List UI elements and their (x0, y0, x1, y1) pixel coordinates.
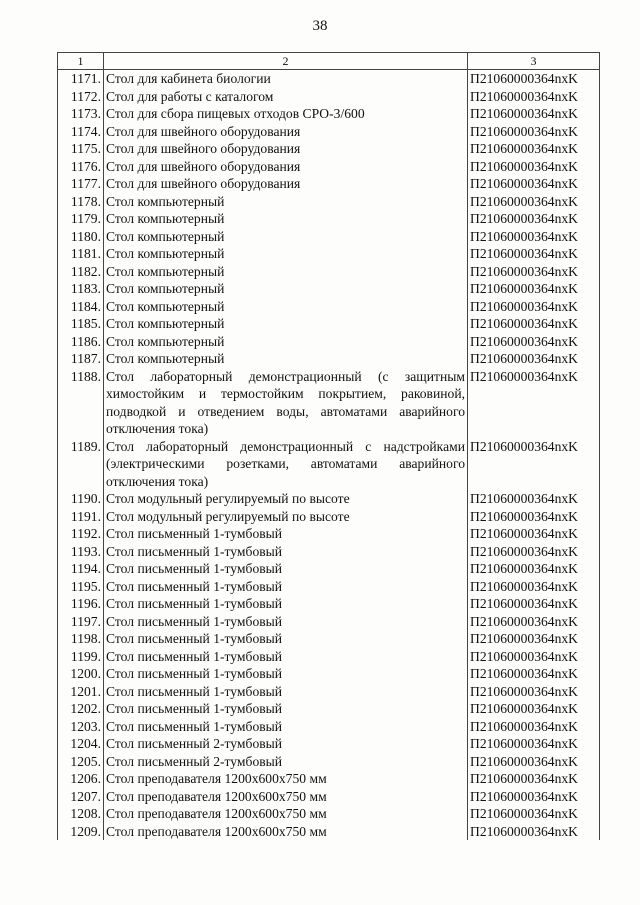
row-number: 1186. (58, 333, 104, 351)
row-number: 1209. (58, 823, 104, 841)
row-name: Стол компьютерный (104, 263, 468, 281)
row-name: Стол письменный 1-тумбовый (104, 630, 468, 648)
row-name: Стол письменный 1-тумбовый (104, 578, 468, 596)
row-code: П21060000364nxK (468, 210, 600, 228)
row-code: П21060000364nxK (468, 525, 600, 543)
row-number: 1203. (58, 718, 104, 736)
row-name: Стол письменный 1-тумбовый (104, 560, 468, 578)
row-name: Стол для швейного оборудования (104, 140, 468, 158)
table-row (58, 718, 600, 736)
table-row (58, 805, 600, 823)
row-code: П21060000364nxK (468, 105, 600, 123)
row-code: П21060000364nxK (468, 368, 600, 438)
header-row (58, 53, 600, 70)
row-code: П21060000364nxK (468, 735, 600, 753)
row-name: Стол для швейного оборудования (104, 175, 468, 193)
row-name: Стол компьютерный (104, 193, 468, 211)
row-code: П21060000364nxK (468, 245, 600, 263)
table-row (58, 543, 600, 561)
row-code: П21060000364nxK (468, 175, 600, 193)
table-row (58, 595, 600, 613)
table-row (58, 665, 600, 683)
row-number: 1194. (58, 560, 104, 578)
table-row (58, 578, 600, 596)
table-row (58, 823, 600, 841)
row-number: 1190. (58, 490, 104, 508)
row-number: 1197. (58, 613, 104, 631)
row-code: П21060000364nxK (468, 508, 600, 526)
row-code: П21060000364nxK (468, 805, 600, 823)
row-number: 1187. (58, 350, 104, 368)
table-row (58, 700, 600, 718)
row-number: 1198. (58, 630, 104, 648)
row-name: Стол лабораторный демонстрационный (с защитным химостойким и термостойким покрытием, раковиной, подводкой и отведением воды, автоматами аварийного отключения тока) (104, 368, 468, 438)
row-code: П21060000364nxK (468, 613, 600, 631)
table-row (58, 683, 600, 701)
table-row (58, 438, 600, 491)
row-name: Стол письменный 1-тумбовый (104, 613, 468, 631)
table-row (58, 228, 600, 246)
row-name: Стол письменный 1-тумбовый (104, 648, 468, 666)
table-row (58, 613, 600, 631)
table-row (58, 88, 600, 106)
column-header-number: 1 (58, 53, 104, 70)
row-number: 1189. (58, 438, 104, 491)
row-number: 1182. (58, 263, 104, 281)
row-number: 1173. (58, 105, 104, 123)
row-code: П21060000364nxK (468, 350, 600, 368)
row-number: 1180. (58, 228, 104, 246)
row-code: П21060000364nxK (468, 123, 600, 141)
row-name: Стол компьютерный (104, 298, 468, 316)
row-name: Стол преподавателя 1200x600x750 мм (104, 805, 468, 823)
table-row (58, 508, 600, 526)
row-name: Стол для работы с каталогом (104, 88, 468, 106)
row-code: П21060000364nxK (468, 788, 600, 806)
table-row (58, 490, 600, 508)
row-name: Стол преподавателя 1200x600x750 мм (104, 788, 468, 806)
row-name: Стол для кабинета биологии (104, 70, 468, 88)
table-row (58, 368, 600, 438)
row-name: Стол письменный 1-тумбовый (104, 700, 468, 718)
row-name: Стол для швейного оборудования (104, 123, 468, 141)
table-row (58, 770, 600, 788)
row-name: Стол письменный 1-тумбовый (104, 665, 468, 683)
page-number: 38 (312, 18, 328, 34)
row-code: П21060000364nxK (468, 333, 600, 351)
table-row (58, 140, 600, 158)
table-row (58, 560, 600, 578)
row-code: П21060000364nxK (468, 683, 600, 701)
row-number: 1204. (58, 735, 104, 753)
row-number: 1183. (58, 280, 104, 298)
row-number: 1199. (58, 648, 104, 666)
row-number: 1171. (58, 70, 104, 88)
row-code: П21060000364nxK (468, 823, 600, 841)
table-row (58, 245, 600, 263)
row-number: 1188. (58, 368, 104, 438)
row-number: 1201. (58, 683, 104, 701)
row-code: П21060000364nxK (468, 595, 600, 613)
row-name: Стол компьютерный (104, 280, 468, 298)
row-name: Стол лабораторный демонстрационный с надстройками (электрическими розетками, автоматами аварийного отключения тока) (104, 438, 468, 491)
row-code: П21060000364nxK (468, 228, 600, 246)
row-number: 1176. (58, 158, 104, 176)
table-row (58, 788, 600, 806)
table-row (58, 735, 600, 753)
table-row (58, 105, 600, 123)
row-number: 1184. (58, 298, 104, 316)
row-number: 1202. (58, 700, 104, 718)
row-code: П21060000364nxK (468, 263, 600, 281)
row-code: П21060000364nxK (468, 158, 600, 176)
row-code: П21060000364nxK (468, 770, 600, 788)
row-code: П21060000364nxK (468, 753, 600, 771)
row-name: Стол компьютерный (104, 315, 468, 333)
row-code: П21060000364nxK (468, 438, 600, 491)
row-number: 1205. (58, 753, 104, 771)
row-number: 1196. (58, 595, 104, 613)
table-row (58, 525, 600, 543)
row-name: Стол преподавателя 1200x600x750 мм (104, 823, 468, 841)
row-number: 1177. (58, 175, 104, 193)
row-name: Стол письменный 1-тумбовый (104, 525, 468, 543)
table-row (58, 280, 600, 298)
row-name: Стол компьютерный (104, 245, 468, 263)
row-number: 1206. (58, 770, 104, 788)
row-code: П21060000364nxK (468, 315, 600, 333)
row-name: Стол для швейного оборудования (104, 158, 468, 176)
row-name: Стол модульный регулируемый по высоте (104, 490, 468, 508)
row-code: П21060000364nxK (468, 665, 600, 683)
row-number: 1191. (58, 508, 104, 526)
row-number: 1193. (58, 543, 104, 561)
table-body (58, 70, 600, 841)
row-code: П21060000364nxK (468, 280, 600, 298)
row-name: Стол компьютерный (104, 333, 468, 351)
row-name: Стол письменный 2-тумбовый (104, 735, 468, 753)
row-number: 1181. (58, 245, 104, 263)
table-row (58, 175, 600, 193)
registry-table (57, 52, 600, 840)
table-row (58, 263, 600, 281)
row-number: 1208. (58, 805, 104, 823)
row-code: П21060000364nxK (468, 718, 600, 736)
row-name: Стол письменный 2-тумбовый (104, 753, 468, 771)
table-row (58, 70, 600, 88)
table-row (58, 210, 600, 228)
row-name: Стол письменный 1-тумбовый (104, 718, 468, 736)
row-name: Стол письменный 1-тумбовый (104, 543, 468, 561)
row-name: Стол компьютерный (104, 228, 468, 246)
table-row (58, 648, 600, 666)
row-name: Стол компьютерный (104, 350, 468, 368)
row-code: П21060000364nxK (468, 560, 600, 578)
row-name: Стол письменный 1-тумбовый (104, 595, 468, 613)
row-number: 1172. (58, 88, 104, 106)
row-number: 1192. (58, 525, 104, 543)
row-code: П21060000364nxK (468, 490, 600, 508)
column-header-code: 3 (468, 53, 600, 70)
row-name: Стол для сбора пищевых отходов СРО-3/600 (104, 105, 468, 123)
row-name: Стол компьютерный (104, 210, 468, 228)
table-row (58, 630, 600, 648)
row-code: П21060000364nxK (468, 140, 600, 158)
row-number: 1195. (58, 578, 104, 596)
row-code: П21060000364nxK (468, 630, 600, 648)
row-name: Стол преподавателя 1200x600x750 мм (104, 770, 468, 788)
row-code: П21060000364nxK (468, 578, 600, 596)
row-number: 1179. (58, 210, 104, 228)
row-code: П21060000364nxK (468, 700, 600, 718)
row-code: П21060000364nxK (468, 70, 600, 88)
row-code: П21060000364nxK (468, 648, 600, 666)
row-code: П21060000364nxK (468, 298, 600, 316)
row-number: 1175. (58, 140, 104, 158)
table-row (58, 350, 600, 368)
table-row (58, 753, 600, 771)
row-code: П21060000364nxK (468, 193, 600, 211)
row-code: П21060000364nxK (468, 543, 600, 561)
column-header-name: 2 (104, 53, 468, 70)
row-number: 1200. (58, 665, 104, 683)
row-code: П21060000364nxK (468, 88, 600, 106)
row-number: 1207. (58, 788, 104, 806)
row-number: 1174. (58, 123, 104, 141)
table-row (58, 315, 600, 333)
table-row (58, 123, 600, 141)
table-row (58, 333, 600, 351)
table-row (58, 158, 600, 176)
row-number: 1178. (58, 193, 104, 211)
table-row (58, 193, 600, 211)
row-name: Стол письменный 1-тумбовый (104, 683, 468, 701)
row-name: Стол модульный регулируемый по высоте (104, 508, 468, 526)
table-row (58, 298, 600, 316)
row-number: 1185. (58, 315, 104, 333)
